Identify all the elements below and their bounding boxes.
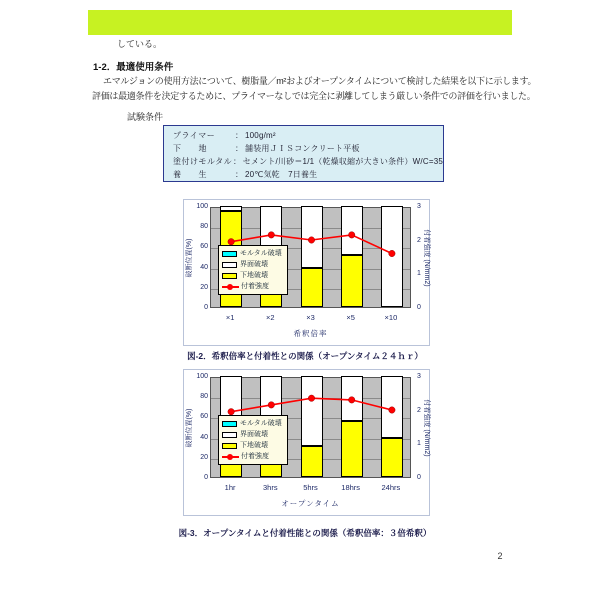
x-axis-title: オープンタイム <box>281 499 340 508</box>
y-axis-right-title: 付着強度 (N/mm2) <box>423 229 430 287</box>
y-axis-left-tick: 80 <box>200 223 208 231</box>
legend-label: モルタル破壊 <box>240 250 282 257</box>
line-series <box>211 378 412 479</box>
y-axis-left-tick: 20 <box>200 453 208 461</box>
x-axis-tick-label: 3hrs <box>263 483 278 492</box>
section-heading: 1-2．最適使用条件 <box>93 62 174 73</box>
condition-value: 100g/m² <box>245 131 276 140</box>
x-axis-tick-label: 18hrs <box>341 483 361 492</box>
y-axis-right-tick: 2 <box>417 236 421 244</box>
plot-area <box>210 207 411 308</box>
legend-label: モルタル破壊 <box>240 420 282 427</box>
condition-value: セメント/川砂＝1/1（乾燥収縮が大きい条件）W/C=35 <box>242 157 443 166</box>
y-axis-left-tick: 100 <box>196 203 208 210</box>
x-axis-tick-label: ×10 <box>384 313 398 322</box>
y-axis-left-tick: 40 <box>200 263 208 271</box>
x-axis-tick-label: 24hrs <box>381 483 401 492</box>
x-axis-tick-label: 5hrs <box>303 483 318 492</box>
y-axis-left-title: 破断位置(%) <box>186 408 193 448</box>
paragraph-line-1: エマルジョンの使用方法について、樹脂量／m²およびオープンタイムについて検討した結果を以下に示します。 <box>103 76 537 86</box>
legend-label: 界面破壊 <box>240 261 268 268</box>
figure-2-caption: 図-2．希釈倍率と付着性との関係（オープンタイム２４ｈｒ） <box>187 351 423 361</box>
condition-colon: ： <box>235 131 243 140</box>
y-axis-left-tick: 0 <box>204 474 208 481</box>
y-axis-right-tick: 3 <box>417 373 421 380</box>
y-axis-left-tick: 80 <box>200 393 208 401</box>
condition-row <box>173 155 443 168</box>
test-conditions-title: 試験条件 <box>127 112 164 122</box>
body-text-continuation: している。 <box>117 39 163 49</box>
legend-label: 下地破壊 <box>240 442 268 449</box>
y-axis-right-tick: 0 <box>417 304 421 311</box>
legend-label: 付着強度 <box>241 283 269 290</box>
y-axis-left-tick: 20 <box>200 283 208 291</box>
header-highlight-bar <box>88 10 512 35</box>
condition-colon: ： <box>233 157 242 166</box>
condition-row <box>173 168 443 181</box>
y-axis-left-tick: 60 <box>200 413 208 421</box>
condition-row <box>173 129 443 142</box>
figure-2-chart <box>183 199 430 346</box>
legend-label: 界面破壊 <box>240 431 268 438</box>
condition-label: プライマー <box>173 131 216 140</box>
test-conditions-box <box>163 125 444 182</box>
condition-colon: ： <box>235 144 243 153</box>
page-number: 2 <box>497 551 503 561</box>
condition-label: 下 地 <box>173 144 207 153</box>
x-axis-tick-label: ×5 <box>346 313 355 322</box>
x-axis-tick-label: 1hr <box>224 483 236 492</box>
y-axis-left-tick: 0 <box>204 304 208 311</box>
x-axis-tick-label: ×2 <box>266 313 275 322</box>
y-axis-left-title: 破断位置(%) <box>186 238 193 278</box>
y-axis-right-tick: 1 <box>417 440 421 448</box>
x-axis-tick-label: ×1 <box>225 313 235 322</box>
plot-area <box>210 377 411 478</box>
y-axis-right-tick: 3 <box>417 203 421 210</box>
y-axis-right-tick: 1 <box>417 270 421 278</box>
condition-label: 塗付けモルタル <box>173 157 233 166</box>
paragraph-line-2: 評価は最適条件を決定するために、プライマーなしでは完全に剥離してしまう厳しい条件での評価を行いました。 <box>92 91 536 101</box>
legend-label: 付着強度 <box>241 453 269 460</box>
condition-label: 養 生 <box>173 170 207 179</box>
figure-3-chart <box>183 369 430 516</box>
legend-label: 下地破壊 <box>240 272 268 279</box>
y-axis-right-title: 付着強度 (N/mm2) <box>423 399 430 457</box>
condition-value: 舗装用ＪＩＳコンクリート平板 <box>245 144 360 153</box>
y-axis-left-tick: 100 <box>196 373 208 380</box>
x-axis-tick-label: ×3 <box>306 313 315 322</box>
x-axis-title: 希釈倍率 <box>293 329 328 338</box>
condition-row <box>173 142 443 155</box>
line-series <box>211 208 412 309</box>
figure-3-caption: 図-3．オープンタイムと付着性能との関係（希釈倍率：３倍希釈） <box>178 528 432 538</box>
y-axis-left-tick: 40 <box>200 433 208 441</box>
y-axis-right-tick: 2 <box>417 406 421 414</box>
condition-colon: ： <box>235 170 243 179</box>
condition-value: 20℃気乾 7日養生 <box>245 170 318 179</box>
y-axis-right-tick: 0 <box>417 474 421 481</box>
y-axis-left-tick: 60 <box>200 243 208 251</box>
